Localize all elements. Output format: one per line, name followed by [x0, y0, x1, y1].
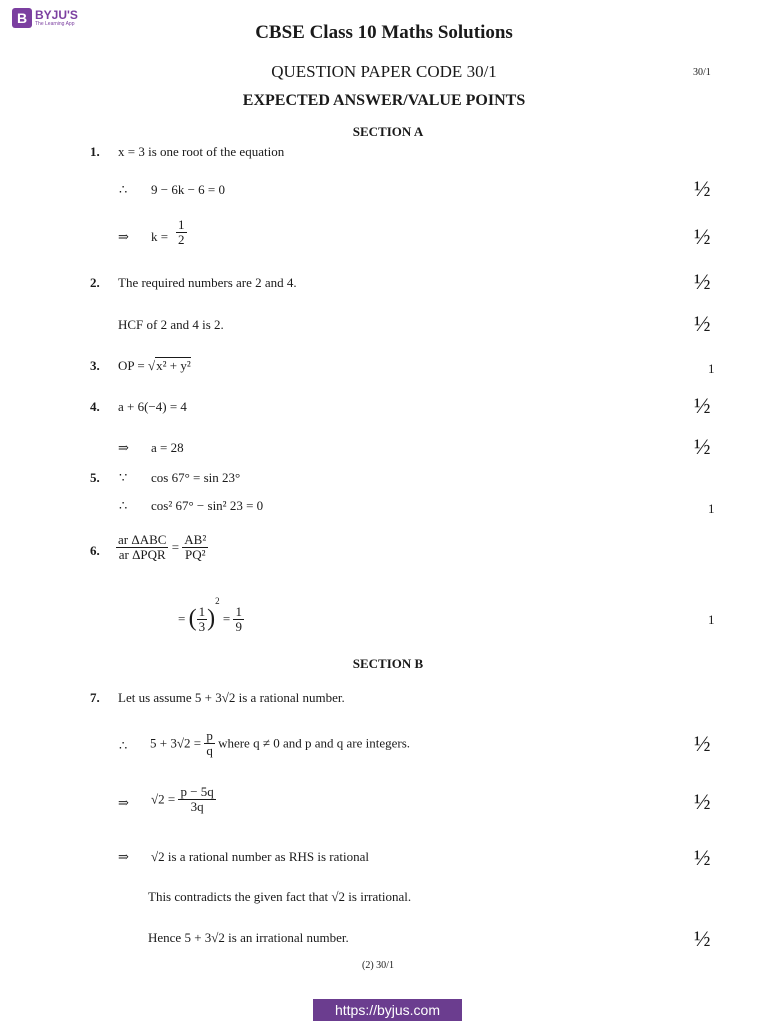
implies-symbol: ⇒ [118, 849, 129, 864]
paper-code: QUESTION PAPER CODE 30/1 [271, 62, 497, 81]
equals-sign: = [178, 611, 186, 627]
section-a-heading: SECTION A [352, 124, 424, 139]
question-4-number: 4. [90, 399, 100, 414]
fraction-denominator: 2 [178, 232, 185, 247]
q7-line-3 [151, 785, 216, 814]
question-4-text: a + 6(−4) = 4 [118, 399, 187, 414]
mark-half: ½ [694, 269, 711, 294]
question-6-expression [116, 533, 208, 562]
q7-line-6 [148, 930, 349, 946]
q7-line-6-c: is an irrational number. [228, 930, 349, 945]
implies-symbol: ⇒ [118, 440, 129, 455]
q1-step-2-fraction [176, 218, 187, 247]
fraction-numerator: 1 [178, 217, 185, 232]
q7-line-4-b: is a rational number as RHS is rational [167, 849, 369, 864]
therefore-symbol: ∴ [119, 182, 128, 197]
q2-step-1: HCF of 2 and 4 is 2. [118, 317, 224, 332]
mark-one: 1 [708, 501, 715, 516]
fraction-denominator: ar ΔPQR [118, 547, 166, 562]
question-6-number: 6. [90, 543, 100, 558]
mark-half: ½ [694, 434, 711, 459]
therefore-symbol: ∴ [119, 738, 128, 753]
q7-line-5-b: √2 [331, 889, 346, 904]
mark-half: ½ [694, 926, 711, 951]
fraction-numerator: 1 [235, 603, 242, 619]
mark-one: 1 [708, 361, 715, 376]
q7-line-6-a: Hence [148, 930, 182, 945]
q5-step-1: cos² 67° − sin² 23 = 0 [151, 498, 264, 513]
page-number: (2) 30/1 [362, 960, 394, 971]
q7-line-4-a: √2 [151, 849, 165, 864]
q7-line-2-b: where q ≠ 0 and p and q are integers. [218, 735, 411, 751]
q7-line-2-a: 5 + 3√2 = [150, 735, 202, 751]
mark-half: ½ [694, 393, 711, 418]
fraction-numerator: AB² [184, 532, 207, 547]
q7-line-4 [151, 849, 369, 865]
question-5-number: 5. [90, 470, 100, 485]
q3-radicand: x² + y² [156, 358, 191, 373]
fraction-denominator: 3q [190, 799, 204, 814]
fraction-numerator: p − 5q [180, 784, 214, 799]
q3-lhs: OP = [118, 358, 145, 373]
question-1-number: 1. [90, 144, 100, 159]
byjus-logo-tagline: The Learning App [35, 21, 75, 27]
q7-line-5-a: This contradicts the given fact that [148, 889, 329, 904]
fraction-numerator: ar ΔABC [118, 532, 167, 547]
question-1-text: x = 3 is one root of the equation [118, 144, 285, 159]
corner-code: 30/1 [693, 67, 711, 78]
question-3-number: 3. [90, 358, 100, 373]
sqrt-sign: √ [147, 358, 156, 373]
mark-half: ½ [694, 789, 711, 814]
mark-half: ½ [694, 311, 711, 336]
q7-line-6-b: 5 + 3√2 [184, 930, 225, 945]
q6-step-1: = ( $\frac{1}{3}$ )$^2$ = $\frac{1}{9}$ [178, 596, 242, 634]
q7-line-5-c: is irrational. [348, 889, 412, 904]
fraction-denominator: 9 [235, 618, 242, 634]
q7-line-3-a: √2 = [151, 791, 176, 807]
question-2-text: The required numbers are 2 and 4. [118, 275, 297, 290]
equals-sign: = [222, 611, 231, 627]
question-2-number: 2. [90, 275, 100, 290]
q7-line-5 [148, 889, 411, 905]
fraction-denominator: q [206, 743, 213, 758]
byjus-logo-name: BYJU'S [35, 8, 78, 22]
page-title: CBSE Class 10 Maths Solutions [255, 22, 513, 43]
q7-line-1-a: Let us assume [118, 690, 192, 705]
question-3-expression [118, 358, 191, 374]
therefore-symbol: ∴ [119, 498, 128, 513]
fraction-denominator: PQ² [185, 547, 206, 562]
section-b-heading: SECTION B [352, 656, 424, 671]
implies-symbol: ⇒ [118, 229, 129, 244]
page-subtitle: EXPECTED ANSWER/VALUE POINTS [242, 92, 526, 109]
q7-line-2 [150, 729, 410, 758]
fraction-denominator: 3 [198, 618, 206, 634]
exponent: 2 [215, 596, 220, 606]
mark-half: ½ [694, 731, 711, 756]
question-7-number: 7. [90, 690, 100, 705]
because-symbol: ∵ [119, 470, 128, 485]
mark-half: ½ [694, 224, 711, 249]
question-5-text: cos 67° = sin 23° [151, 470, 241, 485]
q7-line-1-c: is a rational number. [238, 690, 345, 705]
q7-line-1 [118, 690, 345, 706]
mark-one: 1 [708, 612, 715, 627]
fraction-numerator: 1 [198, 603, 206, 619]
mark-half: ½ [694, 845, 711, 870]
q1-step-2-lhs: k = [151, 229, 169, 244]
q1-step-1: 9 − 6k − 6 = 0 [151, 182, 225, 197]
byjus-logo-mark: B [12, 8, 32, 28]
implies-symbol: ⇒ [118, 795, 129, 810]
q7-line-1-b: 5 + 3√2 [194, 690, 236, 705]
q4-step-1: a = 28 [151, 440, 184, 455]
equals-sign: = [171, 539, 180, 555]
fraction-numerator: p [206, 728, 213, 743]
mark-half: ½ [694, 176, 711, 201]
byjus-link[interactable]: https://byjus.com [313, 999, 462, 1021]
